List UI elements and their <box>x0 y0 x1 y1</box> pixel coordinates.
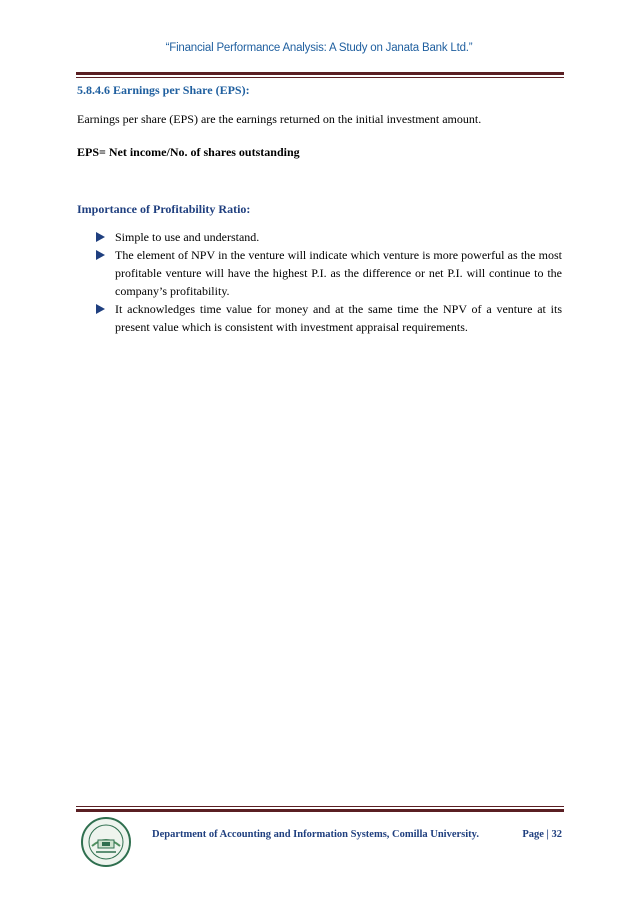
footer-rule-thin <box>76 806 564 807</box>
section-heading: 5.8.4.6 Earnings per Share (EPS): <box>77 83 250 97</box>
list-item <box>96 300 562 336</box>
list-item <box>96 228 562 246</box>
arrow-bullet-icon <box>96 250 105 260</box>
list-item <box>96 246 562 300</box>
running-header-title: “Financial Performance Analysis: A Study on Janata Bank Ltd.” <box>165 42 473 54</box>
eps-definition: Earnings per share (EPS) are the earnings returned on the initial investment amount. <box>77 112 482 126</box>
list-item-text: Simple to use and understand. <box>115 230 260 244</box>
importance-heading: Importance of Profitability Ratio: <box>77 202 251 216</box>
importance-list <box>96 228 562 336</box>
arrow-bullet-icon <box>96 232 105 242</box>
page-number: Page | 32 <box>522 829 562 840</box>
header-rule-thin <box>76 77 564 78</box>
header-rule-thick <box>76 72 564 75</box>
footer-rule-thick <box>76 809 564 812</box>
list-item-text: The element of NPV in the venture will indicate which venture is more powerful as the most profitable venture will have the highest P.I. as the difference or net P.I. will continue to the company’s profitability. <box>115 248 562 298</box>
university-seal-icon <box>80 816 132 868</box>
footer-department: Department of Accounting and Information Systems, Comilla University. <box>152 829 479 840</box>
list-item-text: It acknowledges time value for money and at the same time the NPV of a venture at its present value which is consistent with investment appraisal requirements. <box>115 302 562 334</box>
eps-formula: EPS= Net income/No. of shares outstanding <box>77 145 300 159</box>
arrow-bullet-icon <box>96 304 105 314</box>
